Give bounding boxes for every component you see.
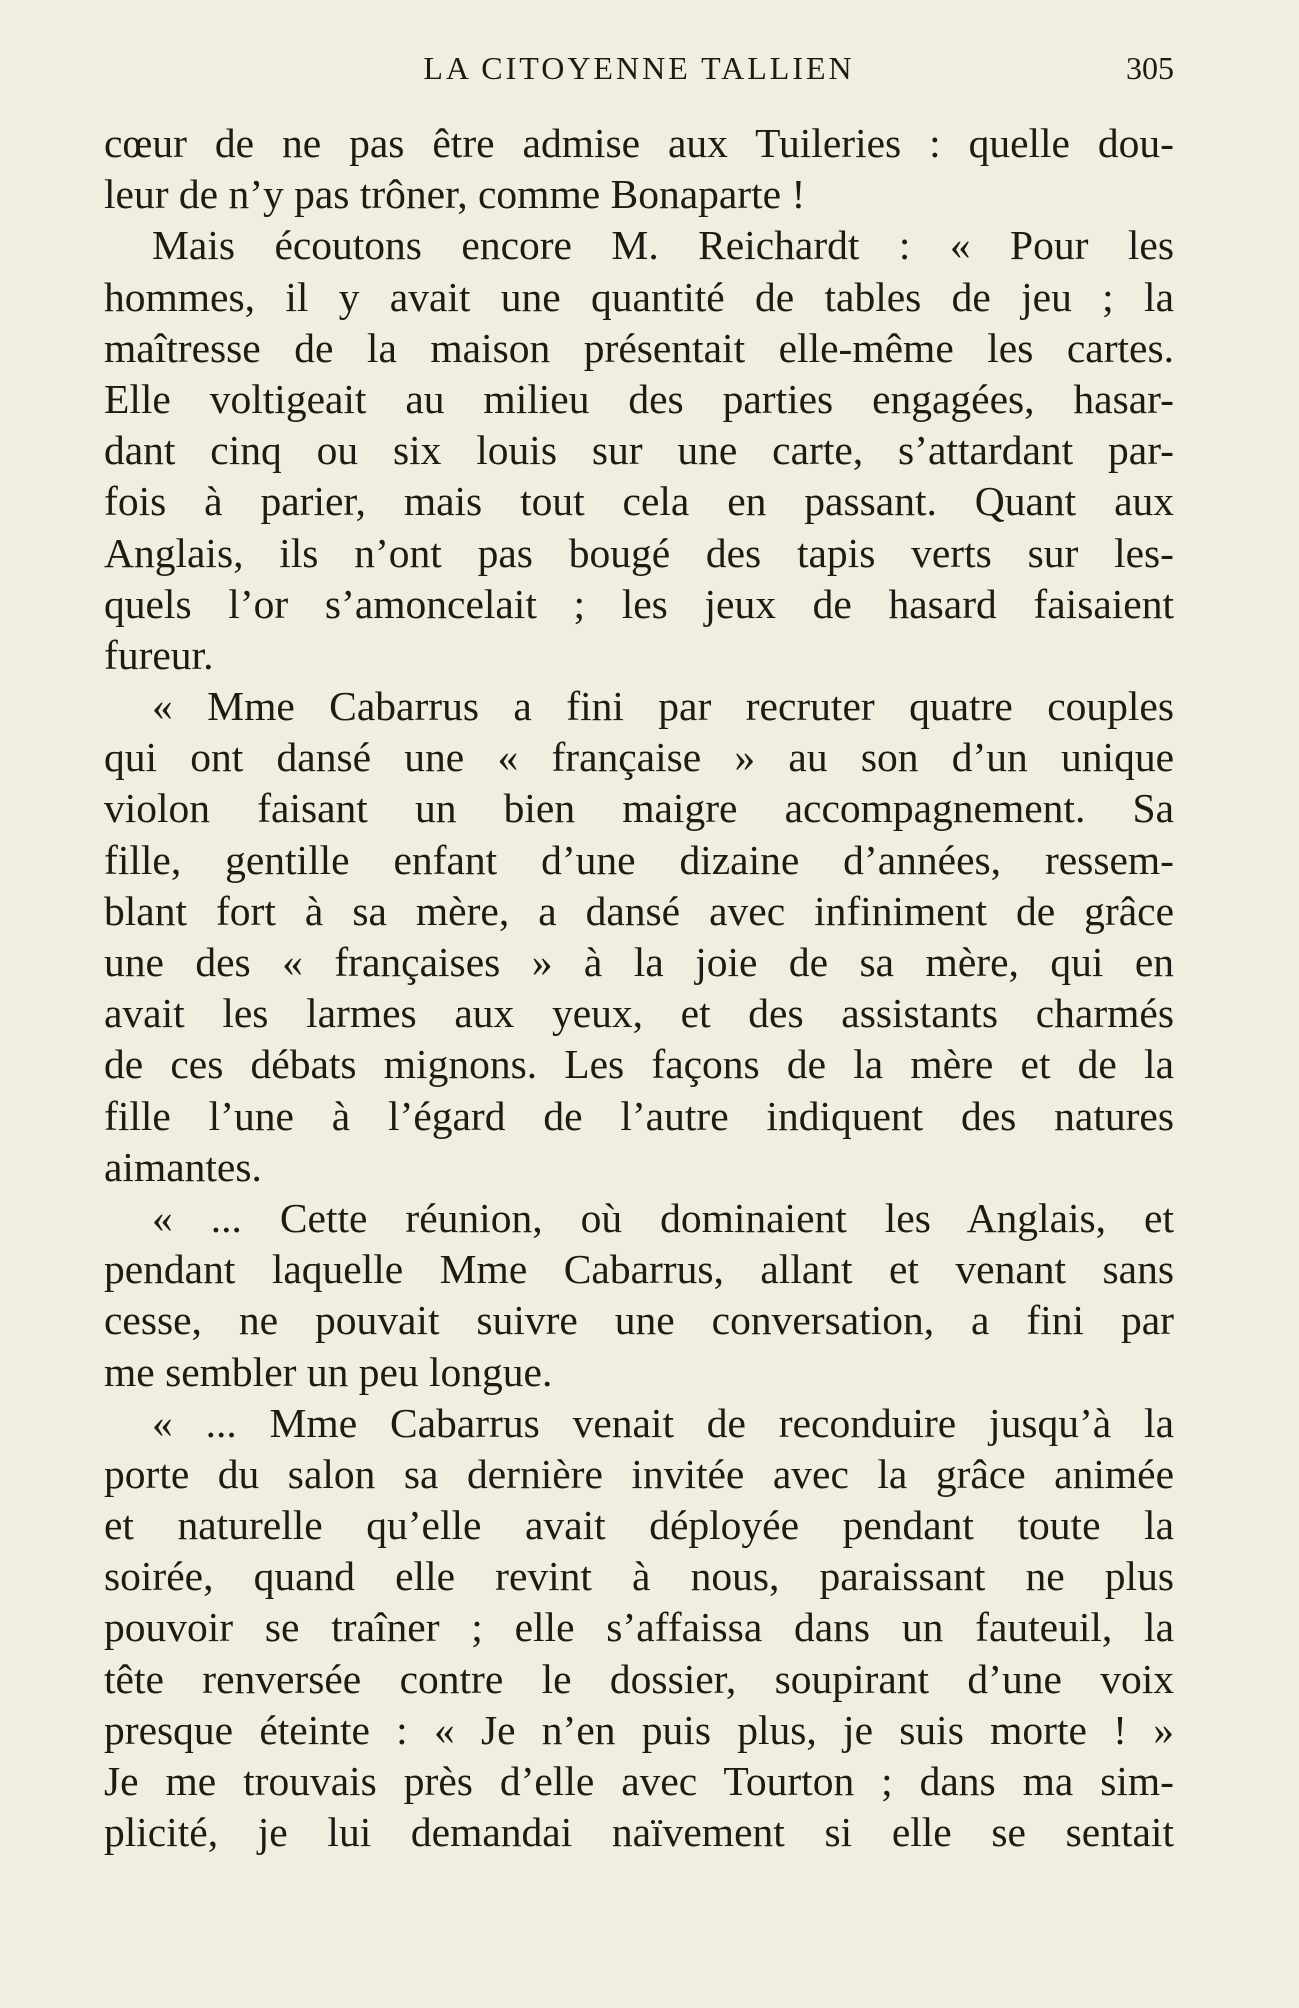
text-line: fois à parier, mais tout cela en passant. Quant aux (104, 478, 1174, 525)
text-line: avait les larmes aux yeux, et des assistants charmés (104, 990, 1174, 1037)
page-header (104, 44, 1174, 94)
body-text (104, 118, 1174, 1858)
text-line: Anglais, ils n’ont pas bougé des tapis verts sur les- (104, 529, 1174, 576)
text-line: « ... Mme Cabarrus venait de reconduire jusqu’à la (152, 1399, 1174, 1446)
text-line: Elle voltigeait au milieu des parties engagées, hasar- (104, 375, 1174, 422)
text-line: violon faisant un bien maigre accompagnement. Sa (104, 785, 1174, 832)
text-line: Je me trouvais près d’elle avec Tourton ; dans ma sim- (104, 1758, 1174, 1804)
page-number: 305 (1126, 50, 1174, 86)
text-line: maîtresse de la maison présentait elle-même les cartes. (104, 324, 1174, 371)
text-line: quels l’or s’amoncelait ; les jeux de hasard faisaient (104, 580, 1174, 627)
text-line: qui ont dansé une « française » au son d’un unique (104, 734, 1174, 781)
text-line: soirée, quand elle revint à nous, paraissant ne plus (104, 1553, 1174, 1600)
text-line: pendant laquelle Mme Cabarrus, allant et venant sans (104, 1246, 1174, 1293)
running-title: LA CITOYENNE TALLIEN (423, 50, 855, 86)
text-line: me sembler un peu longue. (104, 1348, 553, 1395)
text-line: leur de n’y pas trôner, comme Bonaparte ! (104, 171, 806, 218)
text-line: une des « françaises » à la joie de sa mère, qui en (104, 939, 1174, 985)
text-line: pouvoir se traîner ; elle s’affaissa dans un fauteuil, la (104, 1604, 1174, 1651)
text-line: et naturelle qu’elle avait déployée pendant toute la (104, 1502, 1174, 1549)
text-line: cœur de ne pas être admise aux Tuileries : quelle dou- (104, 120, 1174, 166)
text-line: dant cinq ou six louis sur une carte, s’attardant par- (104, 427, 1174, 474)
text-line: « Mme Cabarrus a fini par recruter quatre couples (152, 683, 1174, 730)
text-line: fille, gentille enfant d’une dizaine d’années, ressem- (104, 836, 1174, 883)
text-line: aimantes. (104, 1143, 262, 1190)
text-line: de ces débats mignons. Les façons de la mère et de la (104, 1041, 1174, 1088)
text-line: cesse, ne pouvait suivre une conversation, a fini par (104, 1297, 1174, 1344)
text-line: « ... Cette réunion, où dominaient les Anglais, et (152, 1194, 1174, 1241)
text-line: presque éteinte : « Je n’en puis plus, je suis morte ! » (104, 1706, 1174, 1753)
text-line: Mais écoutons encore M. Reichardt : « Pour les (152, 222, 1174, 269)
text-line: tête renversée contre le dossier, soupirant d’une voix (104, 1655, 1174, 1702)
text-line: blant fort à sa mère, a dansé avec infiniment de grâce (104, 887, 1174, 934)
text-line: plicité, je lui demandai naïvement si elle se sentait (104, 1809, 1174, 1856)
text-line: hommes, il y avait une quantité de tables de jeu ; la (104, 273, 1174, 320)
text-line: porte du salon sa dernière invitée avec la grâce animée (104, 1450, 1174, 1497)
text-line: fureur. (104, 631, 214, 678)
text-line: fille l’une à l’égard de l’autre indiquent des natures (104, 1092, 1174, 1139)
